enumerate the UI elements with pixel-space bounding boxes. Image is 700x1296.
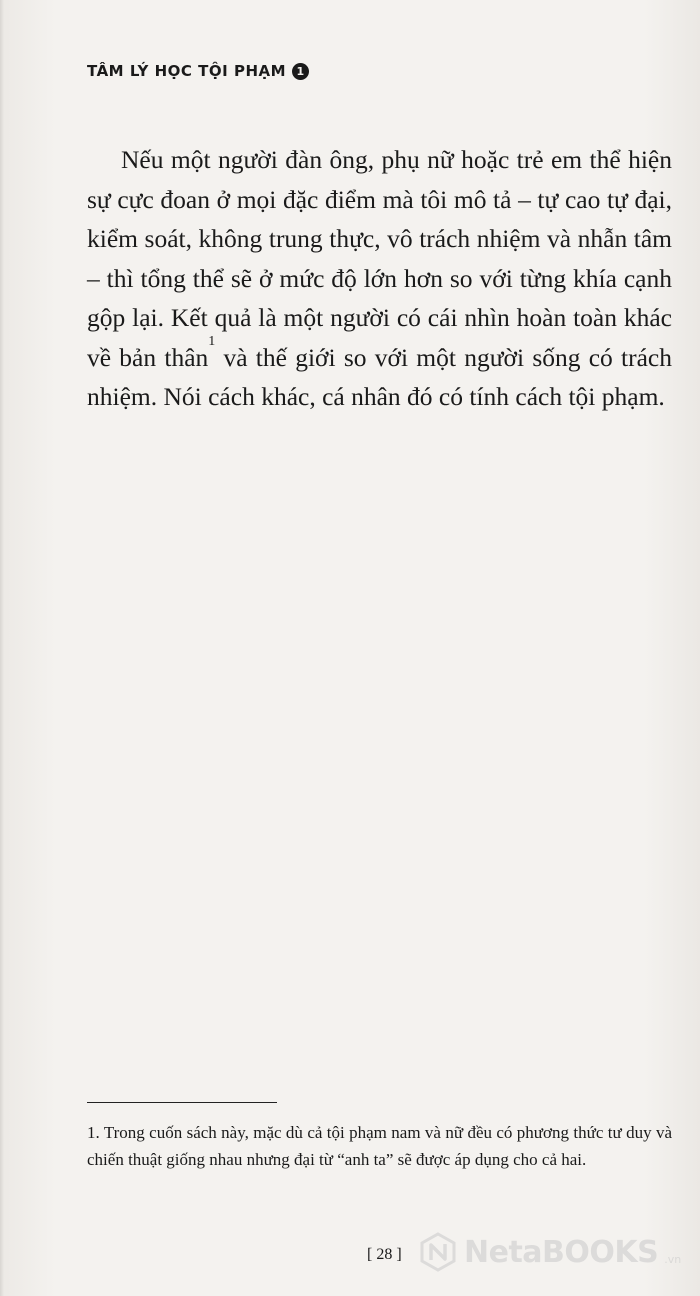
book-title: TÂM LÝ HỌC TỘI PHẠM [87,62,287,80]
body-text [87,140,672,417]
netabooks-logo-icon [418,1232,458,1272]
paragraph-text: Nếu một người đàn ông, phụ nữ hoặc trẻ em thể hiện sự cực đoan ở mọi đặc điểm mà tôi mô tả – tự cao tự đại, kiểm soát, không trung thực, vô trách nhiệm và nhẫn tâm – thì tổng thể sẽ ở mức độ lớn hơn so với từng khía cạnh gộp lại. Kết quả là một người có cái nhìn hoàn toàn khác về bản thân [87,145,672,372]
footnote-reference: 1 [208,333,216,349]
watermark-brand: NetaBOOKS [464,1234,659,1270]
page-number: [ 28 ] [367,1246,402,1263]
paragraph [87,140,672,417]
page-gutter-shadow [0,0,4,1296]
paragraph-text-continued: và thế giới so với một người sống có trách nhiệm. Nói cách khác, cá nhân đó có tính cách tội phạm. [87,342,672,411]
running-header [87,62,309,80]
volume-badge: 1 [292,63,309,80]
footnote: 1. Trong cuốn sách này, mặc dù cả tội phạm nam và nữ đều có phương thức tư duy và chiến thuật giống nhau nhưng đại từ “anh ta” sẽ được áp dụng cho cả hai. [87,1123,672,1169]
footnote-divider [87,1102,277,1103]
watermark-suffix: .vn [664,1253,682,1266]
watermark [418,1232,681,1272]
